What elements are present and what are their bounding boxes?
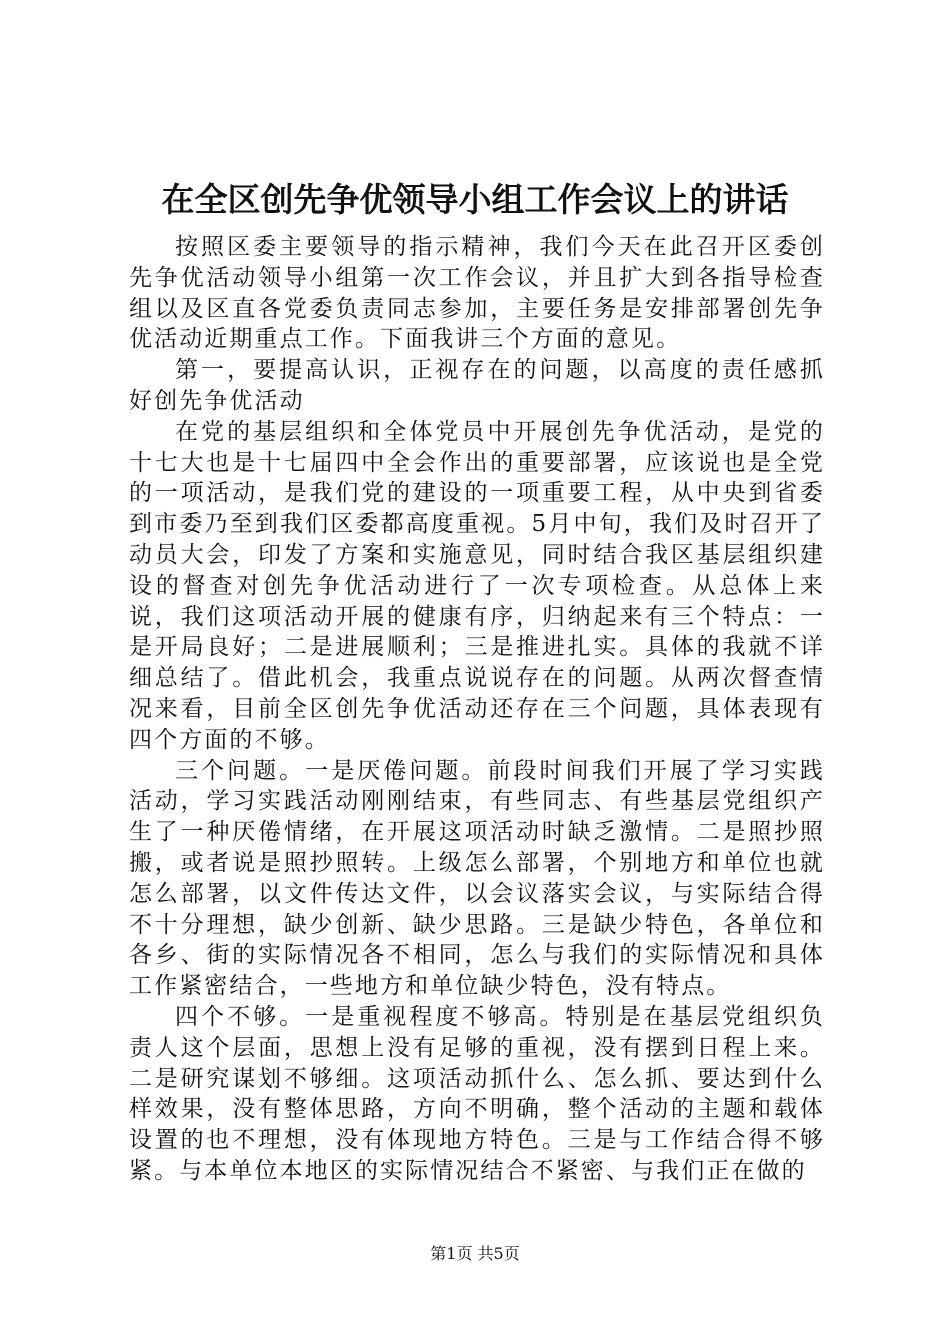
document-body xyxy=(129,232,825,1187)
document-title: 在全区创先争优领导小组工作会议上的讲话 xyxy=(161,180,789,219)
paragraph: 在党的基层组织和全体党员中开展创先争优活动，是党的十七大也是十七届四中全会作出的重要部署，应该说也是全党的一项活动，是我们党的建设的一项重要工程，从中央到省委到市委乃至到我们区委都高度重视。5月中旬，我们及时召开了动员大会，印发了方案和实施意见，同时结合我区基层组织建设的督查对创先争优活动进行了一次专项检查。从总体上来说，我们这项活动开展的健康有序，归纳起来有三个特点：一是开局良好；二是进展顺利；三是推进扎实。具体的我就不详细总结了。借此机会，我重点说说存在的问题。从两次督查情况来看，目前全区创先争优活动还存在三个问题，具体表现有四个方面的不够。 xyxy=(129,418,825,753)
paragraph: 第一，要提高认识，正视存在的问题，以高度的责任感抓好创先争优活动 xyxy=(129,357,825,414)
paragraph: 三个问题。一是厌倦问题。前段时间我们开展了学习实践活动，学习实践活动刚刚结束，有些同志、有些基层党组织产生了一种厌倦情绪，在开展这项活动时缺乏激情。二是照抄照搬，或者说是照抄照转。上级怎么部署，个别地方和单位也就怎么部署，以文件传达文件，以会议落实会议，与实际结合得不十分理想，缺少创新、缺少思路。三是缺少特色，各单位和各乡、街的实际情况各不相同，怎么与我们的实际情况和具体工作紧密结合，一些地方和单位缺少特色，没有特点。 xyxy=(129,757,825,1000)
page-footer: 第1页 共5页 xyxy=(430,1244,520,1263)
paragraph: 按照区委主要领导的指示精神，我们今天在此召开区委创先争优活动领导小组第一次工作会议，并且扩大到各指导检查组以及区直各党委负责同志参加，主要任务是安排部署创先争优活动近期重点工作。下面我讲三个方面的意见。 xyxy=(129,234,825,353)
paragraph: 四个不够。一是重视程度不够高。特别是在基层党组织负责人这个层面，思想上没有足够的重视，没有摆到日程上来。二是研究谋划不够细。这项活动抓什么、怎么抓、要达到什么样效果，没有整体思路，方向不明确，整个活动的主题和载体设置的也不理想，没有体现地方特色。三是与工作结合得不够紧。与本单位本地区的实际情况结合不紧密、与我们正在做的 xyxy=(129,1003,825,1184)
